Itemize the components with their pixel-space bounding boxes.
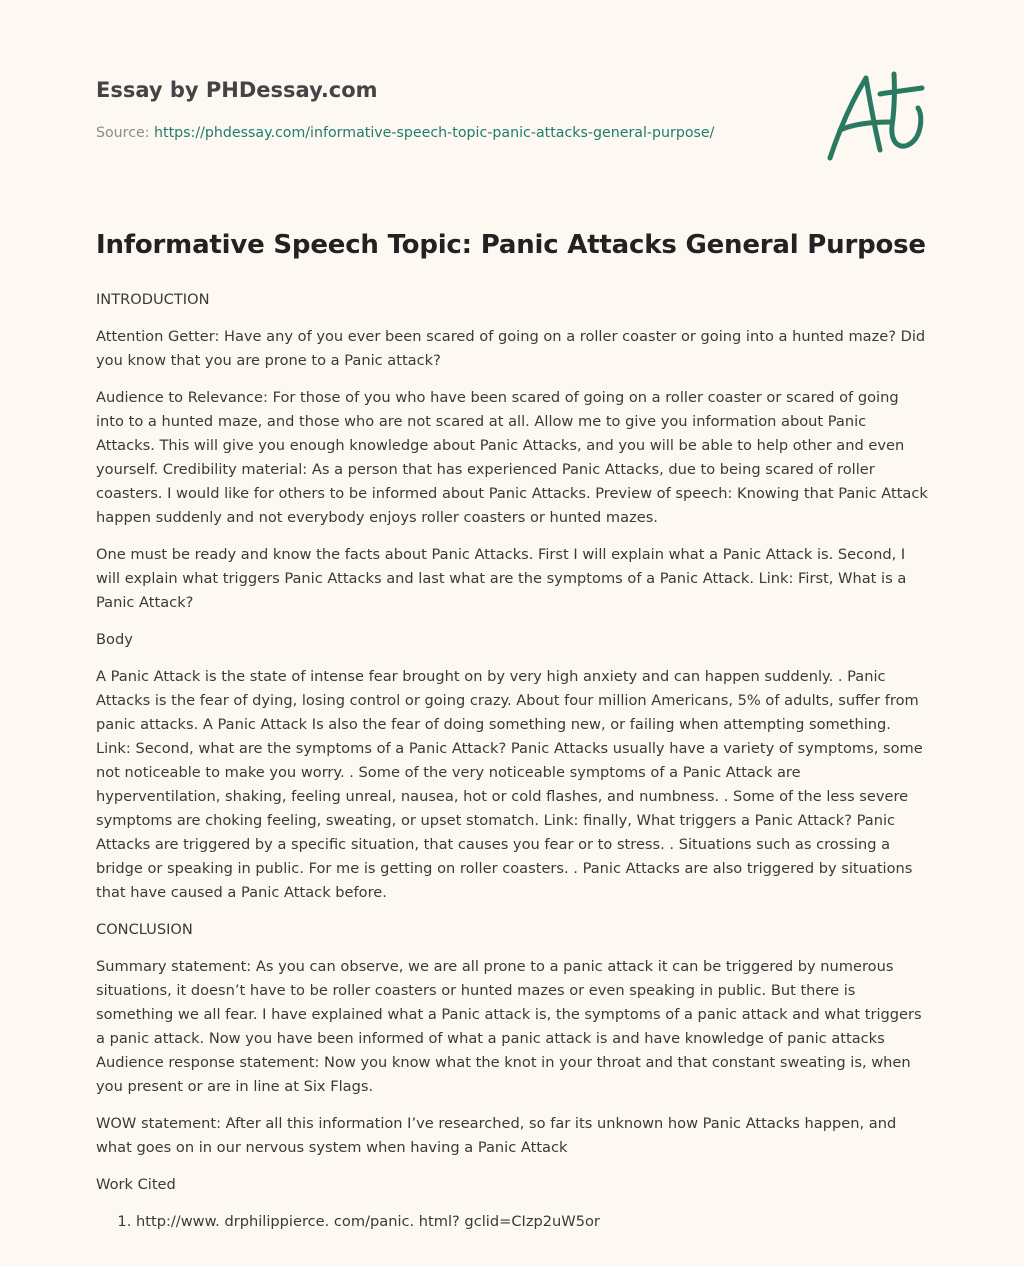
conclusion-heading: CONCLUSION bbox=[96, 921, 193, 938]
source-label: Source: bbox=[96, 125, 155, 141]
paragraph-attention-getter: Attention Getter: Have any of you ever been scared of going on a roller coaster or going into a hunted maze? Did you know that you are prone to a Panic attack? bbox=[96, 328, 926, 369]
citation-list bbox=[96, 1210, 928, 1234]
site-title: Essay by PHDessay.com bbox=[96, 78, 378, 102]
paragraph-preview: One must be ready and know the facts about Panic Attacks. First I will explain what a Panic Attack is. Second, I will explain what triggers Panic Attacks and last what are the symptoms of a Panic Attack. Link: First, What is a Panic Attack? bbox=[96, 546, 907, 611]
paragraph-summary: Summary statement: As you can observe, we are all prone to a panic attack it can be triggered by numerous situations, it doesn’t have to be roller coasters or hunted mazes or even speaking in public. But there is something we all fear. I have explained what a Panic attack is, the symptoms of a panic attack and what triggers a panic attack. Now you have been informed of what a panic attack is and have knowledge of panic attacks Audience response statement: Now you know what the knot in your throat and that constant sweating is, when you present or are in line at Six Flags. bbox=[96, 958, 922, 1095]
works-cited-heading: Work Cited bbox=[96, 1176, 176, 1193]
source-line bbox=[96, 122, 936, 144]
essay-title: Informative Speech Topic: Panic Attacks General Purpose bbox=[96, 230, 926, 260]
page-header bbox=[96, 74, 936, 144]
essay-content bbox=[96, 224, 928, 1234]
introduction-heading: INTRODUCTION bbox=[96, 291, 210, 308]
body-heading: Body bbox=[96, 631, 133, 648]
paragraph-wow-statement: WOW statement: After all this information I’ve researched, so far its unknown how Panic Attacks happen, and what goes on in our nervous system when having a Panic Attack bbox=[96, 1115, 897, 1156]
paragraph-audience-relevance: Audience to Relevance: For those of you who have been scared of going on a roller coaster or scared of going into to a hunted maze, and those who are not scared at all. Allow me to give you information about Panic Attacks. This will give you enough knowledge about Panic Attacks, and you will be able to help other and even yourself. Credibility material: As a person that has experienced Panic Attacks, due to being scared of roller coasters. I would like for others to be informed about Panic Attacks. Preview of speech: Knowing that Panic Attack happen suddenly and not everybody enjoys roller coasters or hunted mazes. bbox=[96, 389, 928, 526]
citation-item: 1. http://www. drphilippierce. com/panic. html? gclid=CIzp2uW5or bbox=[136, 1210, 928, 1234]
source-link[interactable]: https://phdessay.com/informative-speech-topic-panic-attacks-general-purpose/ bbox=[154, 125, 715, 141]
paragraph-body: A Panic Attack is the state of intense fear brought on by very high anxiety and can happen suddenly. . Panic Attacks is the fear of dying, losing control or going crazy. About four million Americans, 5% of adults, suffer from panic attacks. A Panic Attack Is also the fear of doing something new, or failing when attempting something. Link: Second, what are the symptoms of a Panic Attack? Panic Attacks usually have a variety of symptoms, some not noticeable to make you worry. . Some of the very noticeable symptoms of a Panic Attack are hyperventilation, shaking, feeling unreal, nausea, hot or cold flashes, and numbness. . Some of the less severe symptoms are choking feeling, sweating, or upset stomatch. Link: finally, What triggers a Panic Attack? Panic Attacks are triggered by a specific situation, that causes you fear or to stress. . Situations such as crossing a bridge or speaking in public. For me is getting on roller coasters. . Panic Attacks are also triggered by situations that have caused a Panic Attack before. bbox=[96, 668, 923, 901]
a-plus-logo-icon bbox=[822, 68, 926, 164]
